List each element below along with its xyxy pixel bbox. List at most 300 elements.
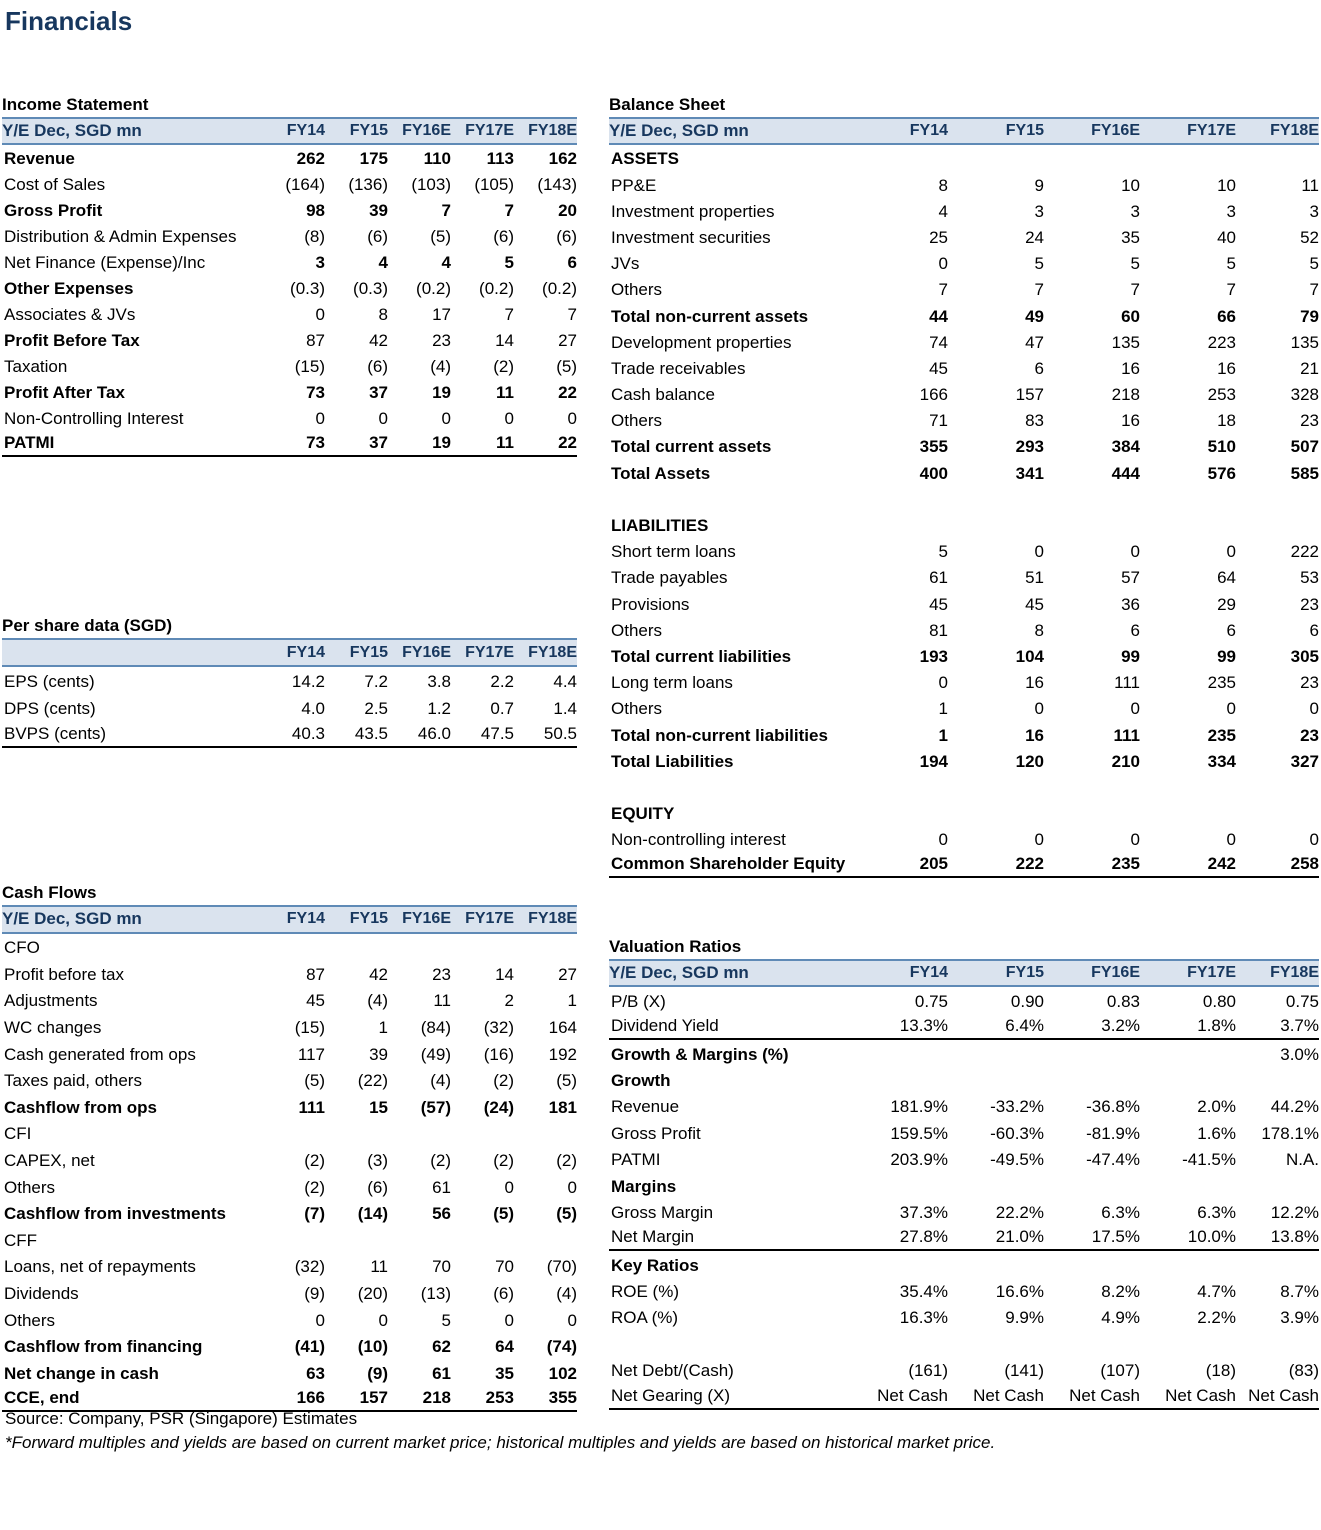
row-value: (49) [420, 1044, 451, 1064]
table-row [609, 302, 1319, 328]
row-value: 262 [296, 149, 325, 168]
row-value: 47.5 [480, 724, 514, 743]
row-value: 222 [1290, 542, 1319, 562]
row-value: 0 [1309, 699, 1319, 719]
row-label: Taxes paid, others [4, 1071, 142, 1091]
header-col: FY16E [402, 122, 451, 139]
row-value: 45 [1025, 594, 1044, 614]
row-value: (14) [357, 1204, 388, 1224]
row-label: Profit After Tax [4, 383, 125, 402]
header-col: FY14 [286, 122, 325, 139]
table-row [2, 934, 577, 961]
table-row [2, 987, 577, 1014]
row-value: 135 [1111, 332, 1140, 352]
row-value: -47.4% [1086, 1150, 1140, 1170]
row-value: Net Cash [1165, 1385, 1236, 1405]
row-label: CFI [4, 1124, 32, 1144]
row-value: 4.4 [553, 672, 577, 691]
row-value: 175 [359, 149, 388, 168]
row-value: 16 [1025, 673, 1044, 693]
row-value: 585 [1290, 463, 1319, 483]
row-value: 7 [1309, 280, 1319, 300]
header-label: Y/E Dec, SGD mn [609, 121, 749, 141]
row-value: 19 [432, 433, 451, 452]
row-value: 218 [422, 1388, 451, 1408]
row-value: 1 [938, 699, 948, 719]
row-value: 44 [929, 306, 948, 326]
row-value: (0.2) [479, 279, 514, 298]
cashflow-title: Cash Flows [2, 883, 97, 902]
row-value: 0 [1130, 699, 1140, 719]
row-value: 0 [1226, 542, 1236, 562]
row-value: 16 [1121, 358, 1140, 378]
row-value: 110 [423, 149, 451, 168]
row-value: 8 [378, 305, 388, 324]
row-value: 21 [1300, 358, 1319, 378]
table-row [2, 1279, 577, 1306]
row-label: Others [611, 280, 663, 300]
table-row [609, 1014, 1319, 1040]
row-value: (161) [908, 1361, 948, 1381]
row-label: Growth & Margins (%) [611, 1044, 789, 1064]
row-value: 6.3% [1101, 1202, 1140, 1222]
row-value: 13.8% [1270, 1227, 1319, 1247]
table-row [2, 327, 577, 353]
row-label: Investment properties [611, 201, 775, 221]
table-row [609, 407, 1319, 433]
row-value: (4) [430, 357, 451, 376]
row-label: Cashflow from investments [4, 1204, 226, 1224]
table-row [609, 1357, 1319, 1383]
row-label: Cash generated from ops [4, 1044, 196, 1064]
table-row [2, 301, 577, 327]
table-row [2, 1146, 577, 1173]
row-value: 1.4 [553, 699, 577, 718]
row-label: DPS (cents) [4, 699, 96, 718]
row-value: 22 [558, 433, 577, 452]
header-label: Y/E Dec, SGD mn [2, 121, 142, 140]
table-row [609, 1119, 1319, 1145]
header-col: FY18E [528, 910, 577, 928]
row-value: 111 [1114, 673, 1140, 693]
row-label: Non-controlling interest [611, 830, 786, 850]
row-value: 192 [548, 1044, 577, 1064]
row-value: 52 [1300, 227, 1319, 247]
row-label: ROA (%) [611, 1308, 679, 1328]
table-row [609, 224, 1319, 250]
row-label: Gross Profit [4, 201, 103, 220]
row-value: (2) [430, 1150, 451, 1170]
valuation-ratios-table [609, 935, 1319, 1410]
row-label: Distribution & Admin Expenses [4, 227, 237, 246]
row-value: 135 [1290, 332, 1319, 352]
row-label: JVs [611, 254, 640, 274]
table-row [609, 1172, 1319, 1198]
header-col: FY17E [465, 643, 514, 661]
table-row [609, 512, 1319, 538]
row-value: 27.8% [899, 1227, 948, 1247]
row-value: 4 [378, 253, 388, 272]
row-value: Net Cash [877, 1385, 948, 1405]
row-value: (0.2) [542, 279, 577, 298]
row-label: Short term loans [611, 542, 736, 562]
row-value: 42 [369, 331, 388, 350]
table-row [609, 617, 1319, 643]
table-row [2, 1120, 577, 1147]
row-value: (15) [294, 1017, 325, 1037]
table-row [609, 1199, 1319, 1225]
row-value: 57 [1121, 568, 1140, 588]
table-row [2, 197, 577, 223]
source-note: Source: Company, PSR (Singapore) Estimates [5, 1409, 358, 1428]
row-value: 242 [1207, 854, 1236, 874]
row-value: 507 [1290, 437, 1319, 457]
row-value: (6) [493, 227, 514, 246]
row-value: 7 [1034, 280, 1044, 300]
row-value: 7.2 [364, 672, 388, 691]
row-value: 87 [306, 331, 325, 350]
row-value: (6) [493, 1283, 514, 1303]
table-row [2, 353, 577, 379]
row-label: Development properties [611, 332, 792, 352]
row-value: 0 [938, 254, 948, 274]
row-value: -60.3% [990, 1123, 1044, 1143]
row-value: 1 [378, 1017, 388, 1037]
table-row [2, 667, 577, 694]
row-value: 0.83 [1106, 991, 1140, 1011]
table-row [609, 1278, 1319, 1304]
row-value: 71 [929, 411, 948, 431]
row-value: 1.2 [427, 699, 451, 718]
row-value: 235 [1207, 673, 1236, 693]
header-col: FY18E [528, 643, 577, 661]
row-value: 18 [1217, 411, 1236, 431]
header-col: FY16E [402, 643, 451, 661]
row-value: 205 [919, 854, 948, 874]
row-value: 53 [1300, 568, 1319, 588]
row-value: 2 [504, 991, 514, 1011]
row-value: 4.7% [1197, 1282, 1236, 1302]
row-value: 73 [306, 383, 325, 402]
row-value: 293 [1015, 437, 1044, 457]
table-row [2, 1093, 577, 1120]
row-label: EPS (cents) [4, 672, 95, 691]
row-value: 223 [1207, 332, 1236, 352]
table-row [609, 564, 1319, 590]
row-value: 1.8% [1197, 1016, 1236, 1036]
table-row [609, 695, 1319, 721]
row-label: Others [611, 699, 663, 719]
row-value: 334 [1207, 751, 1236, 771]
per_share-header-row [2, 638, 577, 667]
row-value: 17.5% [1091, 1227, 1140, 1247]
header-col: FY16E [1091, 964, 1140, 982]
header-col: FY14 [909, 122, 948, 140]
row-value: 14.2 [291, 672, 325, 691]
row-value: 1.6% [1197, 1123, 1236, 1143]
header-col: FY16E [402, 910, 451, 928]
row-value: 46.0 [417, 724, 451, 743]
row-value: 210 [1111, 751, 1140, 771]
row-value: (107) [1100, 1361, 1140, 1381]
row-value: (8) [304, 227, 325, 246]
header-col: FY17E [465, 910, 514, 928]
row-label: Common Shareholder Equity [611, 854, 846, 874]
table-row [609, 987, 1319, 1013]
row-value: (83) [1288, 1361, 1319, 1381]
row-value: 11 [496, 383, 514, 402]
row-label: Cost of Sales [4, 175, 106, 194]
row-value: (2) [493, 357, 514, 376]
per-share-table [2, 614, 577, 748]
table-row [609, 643, 1319, 669]
row-value: (13) [420, 1283, 451, 1303]
row-value: (5) [556, 357, 577, 376]
row-value: 61 [432, 1177, 451, 1197]
row-value: 178.1% [1261, 1123, 1319, 1143]
table-row [609, 800, 1319, 826]
table-row [609, 250, 1319, 276]
row-label: Trade payables [611, 568, 728, 588]
valuation-header-row [609, 959, 1319, 987]
header-col: FY15 [349, 122, 388, 139]
table-row [609, 1067, 1319, 1093]
table-row [2, 379, 577, 405]
row-value: 39 [369, 201, 388, 220]
row-value: 70 [432, 1257, 451, 1277]
row-value: 0.7 [490, 699, 514, 718]
table-row [2, 1067, 577, 1094]
row-label: Gross Margin [611, 1202, 714, 1222]
row-value: 27 [558, 331, 577, 350]
row-value: 10 [1121, 175, 1140, 195]
row-value: (5) [556, 1204, 577, 1224]
row-value: 40.3 [291, 724, 325, 743]
row-value: 193 [919, 646, 948, 666]
header-col: FY17E [1187, 964, 1236, 982]
row-value: 576 [1207, 463, 1236, 483]
row-value: (164) [285, 175, 325, 194]
row-value: 7 [504, 305, 514, 324]
row-value: (5) [493, 1204, 514, 1224]
table-row [2, 145, 577, 171]
row-value: 181.9% [890, 1097, 948, 1117]
row-value: 23 [1300, 411, 1319, 431]
row-label: Non-Controlling Interest [4, 409, 184, 428]
row-value: 400 [919, 463, 948, 483]
row-value: 0 [504, 1310, 514, 1330]
row-label: LIABILITIES [611, 516, 709, 535]
row-label: Long term loans [611, 673, 733, 693]
row-value: 21.0% [995, 1227, 1044, 1247]
row-value: (70) [546, 1257, 577, 1277]
header-col: FY15 [1005, 964, 1044, 982]
row-value: 328 [1290, 385, 1319, 405]
row-value: 0 [378, 1310, 388, 1330]
row-label: Profit Before Tax [4, 331, 140, 350]
row-value: 5 [1034, 254, 1044, 274]
row-label: Growth [611, 1070, 671, 1090]
row-value: 0 [315, 1310, 325, 1330]
table-row [2, 431, 577, 457]
row-value: 111 [1113, 725, 1140, 745]
row-label: Associates & JVs [4, 305, 136, 324]
row-value: 99 [1121, 646, 1140, 666]
table-row [609, 433, 1319, 459]
row-label: Cashflow from financing [4, 1337, 203, 1357]
table-row [609, 171, 1319, 197]
table-row [609, 1304, 1319, 1330]
table-row [609, 145, 1319, 171]
row-value: 7 [567, 305, 577, 324]
row-value: 14 [495, 964, 514, 984]
row-value: 117 [297, 1044, 325, 1064]
row-label: CCE, end [4, 1388, 80, 1408]
table-row [609, 669, 1319, 695]
row-value: -41.5% [1182, 1150, 1236, 1170]
row-value: (32) [483, 1017, 514, 1037]
header-label: Y/E Dec, SGD mn [609, 963, 749, 983]
row-value: 0 [567, 1177, 577, 1197]
table-row [609, 1225, 1319, 1251]
row-value: 22.2% [995, 1202, 1044, 1222]
row-value: 8.7% [1280, 1282, 1319, 1302]
row-value: 64 [1217, 568, 1236, 588]
row-label: Total current assets [611, 437, 772, 457]
row-value: 3 [315, 253, 325, 272]
row-label: Investment securities [611, 227, 771, 247]
row-label: Dividends [4, 1283, 79, 1303]
row-value: 16.6% [995, 1282, 1044, 1302]
row-value: 1 [567, 991, 577, 1011]
row-value: (0.2) [416, 279, 451, 298]
row-value: (2) [304, 1177, 325, 1197]
table-row [609, 355, 1319, 381]
row-label: Total current liabilities [611, 646, 792, 666]
row-value: (24) [483, 1097, 514, 1117]
row-value: 7 [938, 280, 948, 300]
row-value: 23 [1300, 673, 1319, 693]
row-label: Total Liabilities [611, 751, 734, 771]
cash-flows-table [2, 881, 577, 1412]
row-value: 9 [1034, 175, 1044, 195]
row-value: 3 [1034, 201, 1044, 221]
row-value: 159.5% [890, 1123, 948, 1143]
row-value: 16 [1025, 725, 1044, 745]
row-value: -81.9% [1086, 1123, 1140, 1143]
row-value: (4) [430, 1071, 451, 1091]
row-value: 0.90 [1010, 991, 1044, 1011]
table-row [609, 774, 1319, 800]
row-value: (6) [556, 227, 577, 246]
table-row [609, 486, 1319, 512]
row-value: 3.7% [1280, 1016, 1319, 1036]
row-label: Taxation [4, 357, 68, 376]
row-value: 5 [441, 1310, 451, 1330]
row-value: 0 [1309, 830, 1319, 850]
table-row [609, 826, 1319, 852]
row-value: 5 [1130, 254, 1140, 274]
row-label: Total Assets [611, 463, 711, 483]
row-value: 15 [369, 1097, 388, 1117]
table-row [2, 249, 577, 275]
footnote: *Forward multiples and yields are based on current market price; historical multiples and yields are based on historical market price. [5, 1433, 996, 1452]
row-value: 8.2% [1101, 1282, 1140, 1302]
row-label: Total non-current assets [611, 306, 809, 326]
row-value: 0.80 [1202, 991, 1236, 1011]
table-row [609, 198, 1319, 224]
table-row [609, 1251, 1319, 1277]
row-value: 8 [1034, 620, 1044, 640]
row-value: 7 [1226, 280, 1236, 300]
row-value: 56 [432, 1204, 451, 1224]
row-value: 63 [306, 1363, 325, 1383]
header-col: FY18E [528, 122, 577, 139]
row-label: Net Debt/(Cash) [611, 1361, 734, 1381]
row-value: 60 [1121, 306, 1140, 326]
row-value: 0 [441, 409, 451, 428]
row-value: 44.2% [1270, 1097, 1319, 1117]
row-value: 157 [359, 1388, 388, 1408]
row-value: 12.2% [1270, 1202, 1319, 1222]
row-value: 6 [1309, 620, 1319, 640]
row-label: Total non-current liabilities [611, 725, 828, 745]
row-value: 2.5 [364, 699, 388, 718]
table-row [609, 329, 1319, 355]
table-row [2, 405, 577, 431]
table-row [609, 1146, 1319, 1172]
table-row [2, 1306, 577, 1333]
row-value: 16 [1121, 411, 1140, 431]
row-value: 6 [567, 253, 577, 272]
row-value: 6 [1130, 620, 1140, 640]
row-label: Others [611, 411, 663, 431]
table-row [2, 223, 577, 249]
row-label: PP&E [611, 175, 657, 195]
row-value: 4.9% [1101, 1308, 1140, 1328]
row-value: (22) [357, 1071, 388, 1091]
row-value: 22 [558, 383, 577, 402]
row-label: Others [4, 1310, 56, 1330]
row-value: 6.3% [1197, 1202, 1236, 1222]
row-value: 11 [433, 991, 451, 1011]
row-value: 1 [938, 725, 948, 745]
cashflow-header-row [2, 905, 577, 934]
row-label: ROE (%) [611, 1282, 679, 1302]
table-row [609, 459, 1319, 485]
table-row [609, 276, 1319, 302]
row-value: (9) [304, 1283, 325, 1303]
row-value: -33.2% [990, 1097, 1044, 1117]
table-row [2, 1200, 577, 1227]
row-value: 0 [1034, 542, 1044, 562]
row-value: 9.9% [1005, 1308, 1044, 1328]
row-value: 2.2% [1197, 1308, 1236, 1328]
table-row [609, 748, 1319, 774]
row-value: Net Cash [1069, 1385, 1140, 1405]
row-value: (74) [546, 1337, 577, 1357]
row-value: 258 [1290, 854, 1319, 874]
row-value: 166 [296, 1388, 325, 1408]
row-label: Other Expenses [4, 279, 134, 298]
row-value: 355 [919, 437, 948, 457]
row-value: 83 [1025, 411, 1044, 431]
row-value: 3 [1226, 201, 1236, 221]
row-value: 2.0% [1197, 1097, 1236, 1117]
row-label: Margins [611, 1176, 677, 1196]
row-value: (143) [537, 175, 577, 194]
row-value: 37 [369, 433, 388, 452]
